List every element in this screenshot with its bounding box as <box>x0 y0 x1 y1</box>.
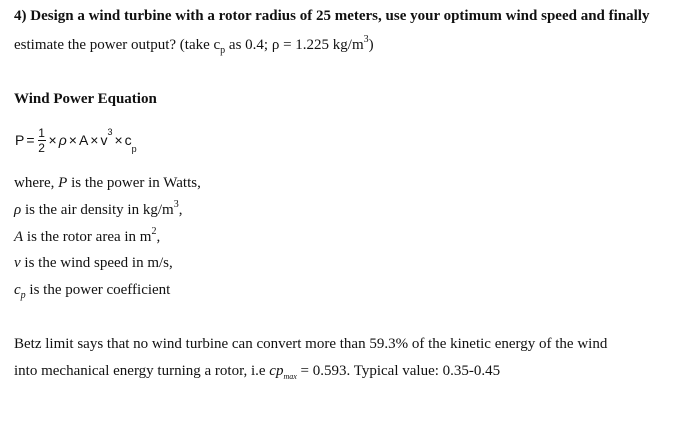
eq-times-3: × <box>90 132 99 148</box>
betz-line-2-post: = 0.593. Typical value: 0.35-0.45 <box>296 363 501 379</box>
eq-velocity <box>100 127 113 148</box>
cp-max <box>269 363 297 379</box>
def-2-post: is the air density in kg/m <box>21 202 174 218</box>
cp-subscript: p <box>220 45 226 56</box>
def-4-post: is the wind speed in m/s, <box>20 255 173 271</box>
cube-superscript: 3 <box>363 34 369 45</box>
question-line-2-pre: estimate the power output? (take c <box>14 37 221 53</box>
betz-line-1: Betz limit says that no wind turbine can convert more than 59.3% of the kinetic energy of the wind <box>14 336 608 352</box>
eq-times-1: × <box>48 132 57 148</box>
def-5-sub: p <box>20 290 26 301</box>
eq-fraction <box>38 126 46 155</box>
eq-equals: = <box>26 132 35 148</box>
def-2-end: , <box>178 202 183 218</box>
def-2-var: ρ <box>14 202 22 218</box>
def-3-post: is the rotor area in m <box>23 229 152 245</box>
eq-v-exponent: 3 <box>107 127 113 138</box>
wind-power-equation <box>14 118 138 162</box>
eq-cp <box>124 132 137 154</box>
eq-v: v <box>100 132 108 148</box>
cp-max-subscript: max <box>283 372 297 381</box>
definition-wind-speed <box>14 254 173 272</box>
definition-area <box>14 228 160 246</box>
eq-c-subscript: p <box>131 143 137 154</box>
eq-numerator: 1 <box>38 125 45 140</box>
def-1-pre: where, <box>14 175 59 191</box>
def-3-sup: 2 <box>151 226 157 237</box>
eq-c: c <box>124 132 132 148</box>
eq-area: A <box>78 132 89 148</box>
def-1-post: is the power in Watts, <box>67 175 201 191</box>
eq-rho: ρ <box>58 132 67 148</box>
definition-power-coefficient <box>14 281 170 299</box>
section-title: Wind Power Equation <box>14 91 157 107</box>
cp-symbol: cp <box>269 363 284 379</box>
definition-power <box>14 174 201 192</box>
eq-times-2: × <box>68 132 77 148</box>
def-5-post: is the power coefficient <box>25 282 171 298</box>
eq-times-4: × <box>114 132 123 148</box>
betz-line-2-pre: into mechanical energy turning a rotor, i.e <box>14 363 270 379</box>
question-line-2 <box>14 36 374 54</box>
eq-lhs: P <box>15 132 25 148</box>
def-3-var: A <box>14 229 24 245</box>
def-2-sup: 3 <box>173 199 179 210</box>
question-line-1: 4) Design a wind turbine with a rotor radius of 25 meters, use your optimum wind speed and finally <box>14 8 650 24</box>
def-1-var: P <box>58 175 68 191</box>
def-3-end: , <box>156 229 161 245</box>
def-5-var: c <box>14 282 21 298</box>
eq-denominator: 2 <box>38 140 45 155</box>
question-line-2-post: ) <box>368 37 374 53</box>
question-line-2-mid: as 0.4; ρ = 1.225 kg/m <box>225 37 364 53</box>
definition-density <box>14 201 182 219</box>
betz-line-2 <box>14 362 500 380</box>
def-4-var: v <box>14 255 21 271</box>
